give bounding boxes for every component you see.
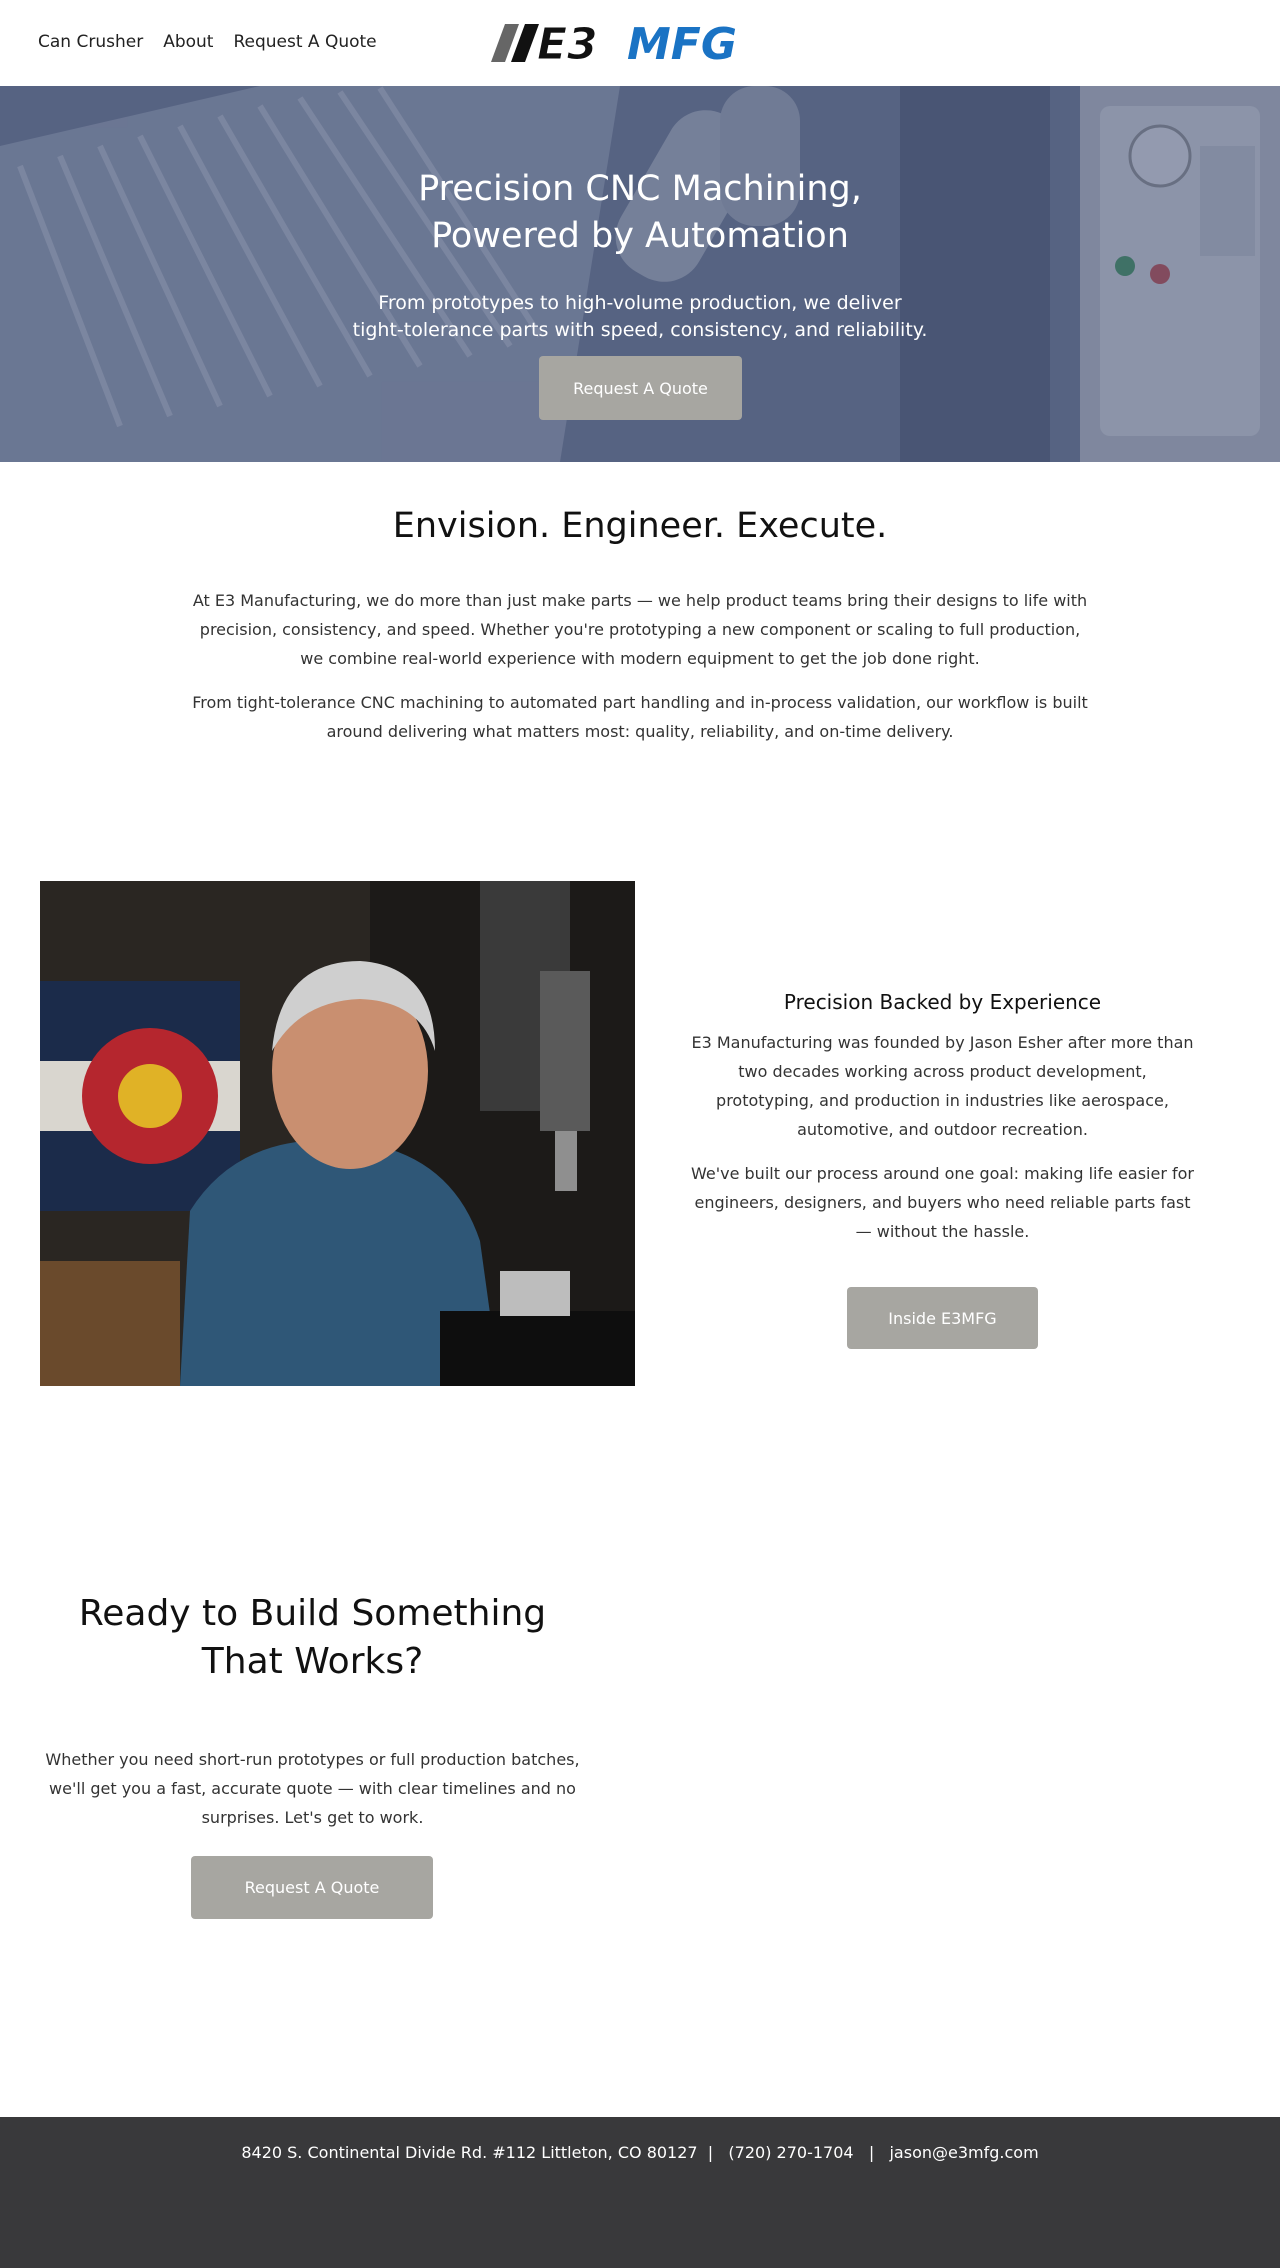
founder-section-title: Precision Backed by Experience: [783, 990, 1102, 1014]
cta-title-line-1: Ready to Build Something: [78, 1593, 547, 1634]
intro-paragraph-2: From tight-tolerance CNC machining to automated part handling and in-process validation, our workflow is built around delivering what matters most: quality, reliability, and on-time delivery.: [192, 693, 1088, 741]
footer-address: 8420 S. Continental Divide Rd. #112 Littleton, CO 80127: [241, 2143, 698, 2162]
founder-paragraph-1: E3 Manufacturing was founded by Jason Esher after more than two decades working across product development, prototyping, and production in industries like aerospace, automotive, and outdoor recreation.: [691, 1033, 1194, 1139]
e3mfg-logo[interactable]: [491, 22, 791, 64]
founder-photo-illustration: [40, 881, 635, 1386]
founder-photo: [40, 881, 635, 1386]
hero-subtitle: [0, 290, 1280, 344]
hero-title: [0, 166, 1280, 260]
nav-link-request-quote[interactable]: Request A Quote: [233, 32, 377, 52]
footer-separator: |: [868, 2143, 875, 2162]
site-footer: [0, 2117, 1280, 2268]
hero-request-quote-button[interactable]: Request A Quote: [539, 356, 742, 420]
site-header: [0, 0, 1280, 86]
svg-text:MFG: MFG: [627, 22, 737, 64]
nav-link-can-crusher[interactable]: Can Crusher: [38, 32, 144, 52]
hero-section: [0, 86, 1280, 462]
footer-email-link[interactable]: jason@e3mfg.com: [889, 2143, 1039, 2162]
intro-paragraph-1: At E3 Manufacturing, we do more than just make parts — we help product teams bring their designs to life with precision, consistency, and speed. Whether you're prototyping a new component or scaling to full production, we combine real-world experience with modern equipment to get the job done right.: [192, 591, 1088, 668]
hero-title-line-1: Precision CNC Machining,: [418, 169, 862, 209]
footer-separator: |: [707, 2143, 714, 2162]
hero-subtitle-line-1: From prototypes to high-volume production, we deliver: [378, 292, 902, 314]
main-nav: [38, 32, 377, 52]
cta-title-line-2: That Works?: [201, 1641, 424, 1682]
footer-phone-link[interactable]: (720) 270-1704: [728, 2143, 854, 2162]
nav-link-about[interactable]: About: [163, 32, 214, 52]
hero-title-line-2: Powered by Automation: [431, 216, 849, 256]
cta-title: [40, 1590, 585, 1686]
cta-request-quote-button[interactable]: Request A Quote: [191, 1856, 433, 1919]
intro-title: Envision. Engineer. Execute.: [392, 506, 888, 546]
svg-text:E3: E3: [537, 22, 598, 64]
footer-contact-line: [0, 2143, 1280, 2162]
inside-e3mfg-button[interactable]: Inside E3MFG: [847, 1287, 1038, 1349]
founder-paragraph-2: We've built our process around one goal: making life easier for engineers, designers, and buyers who need reliable parts fast — without the hassle.: [691, 1164, 1194, 1241]
cta-paragraph: Whether you need short-run prototypes or full production batches, we'll get you a fast, accurate quote — with clear timelines and no surprises. Let's get to work.: [45, 1750, 580, 1827]
hero-subtitle-line-2: tight-tolerance parts with speed, consistency, and reliability.: [352, 319, 928, 341]
